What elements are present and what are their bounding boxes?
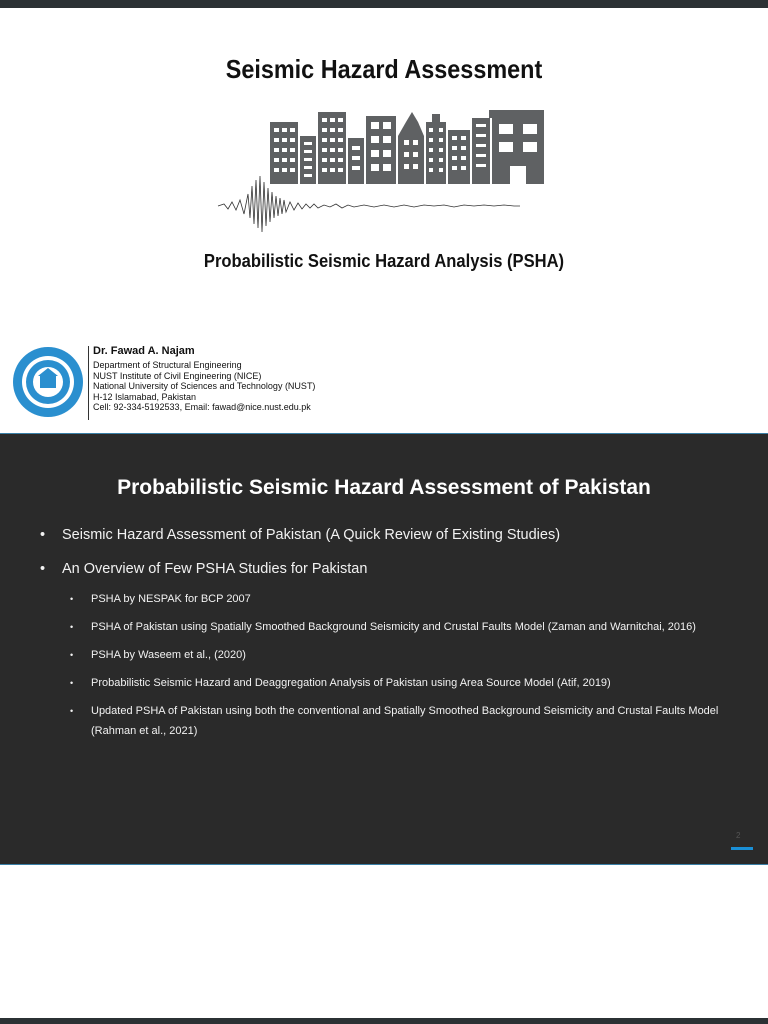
slide-title: Probabilistic Seismic Hazard Assessment of Pakistan xyxy=(117,476,651,499)
bullet-icon: • xyxy=(40,561,46,577)
sub-bullet-text: PSHA by NESPAK for BCP 2007 xyxy=(91,593,251,605)
page-number: 2 xyxy=(736,831,741,840)
sub-bullet-text: PSHA of Pakistan using Spatially Smoothed Background Seismicity and Crustal Faults Model (Zaman and Warnitchai, 2016) xyxy=(91,621,696,633)
bullet-icon: • xyxy=(70,650,74,660)
author-department: Department of Structural Engineering xyxy=(93,360,242,370)
bullet-icon: • xyxy=(70,622,74,632)
author-university: National University of Sciences and Technology (NUST) xyxy=(93,381,316,391)
slide-subtitle: Probabilistic Seismic Hazard Analysis (PSHA) xyxy=(203,251,565,271)
bullet-text: Seismic Hazard Assessment of Pakistan (A Quick Review of Existing Studies) xyxy=(62,527,561,543)
bullet-text: An Overview of Few PSHA Studies for Pakistan xyxy=(62,561,368,577)
accent-bar xyxy=(731,847,753,850)
author-contact: Cell: 92-334-5192533, Email: fawad@nice.nust.edu.pk xyxy=(93,402,311,412)
nust-logo xyxy=(12,346,84,418)
content-slide xyxy=(0,433,768,865)
sub-bullet-text: Updated PSHA of Pakistan using both the conventional and Spatially Smoothed Background Seismicity and Crustal Faults Model (Rahman et al., 2021) xyxy=(91,705,719,737)
sub-bullet-text: PSHA by Waseem et al., (2020) xyxy=(91,649,246,661)
slide-title: Seismic Hazard Assessment xyxy=(225,54,543,84)
author-block xyxy=(93,345,315,413)
city-seismogram-illustration xyxy=(214,106,544,236)
bullet-icon: • xyxy=(40,527,46,543)
title-slide xyxy=(0,8,768,433)
author-address: H-12 Islamabad, Pakistan xyxy=(93,391,197,402)
author-name: Dr. Fawad A. Najam xyxy=(93,345,195,357)
bottom-frame-bar xyxy=(0,1018,768,1024)
bullet-icon: • xyxy=(70,594,74,604)
sub-bullet-text: Probabilistic Seismic Hazard and Deaggregation Analysis of Pakistan using Area Source Model (Atif, 2019) xyxy=(91,677,611,689)
bullet-icon: • xyxy=(70,706,74,716)
top-frame-bar xyxy=(0,0,768,8)
author-divider xyxy=(88,346,89,420)
bullet-icon: • xyxy=(70,678,74,688)
author-institute: NUST Institute of Civil Engineering (NICE) xyxy=(93,370,262,381)
